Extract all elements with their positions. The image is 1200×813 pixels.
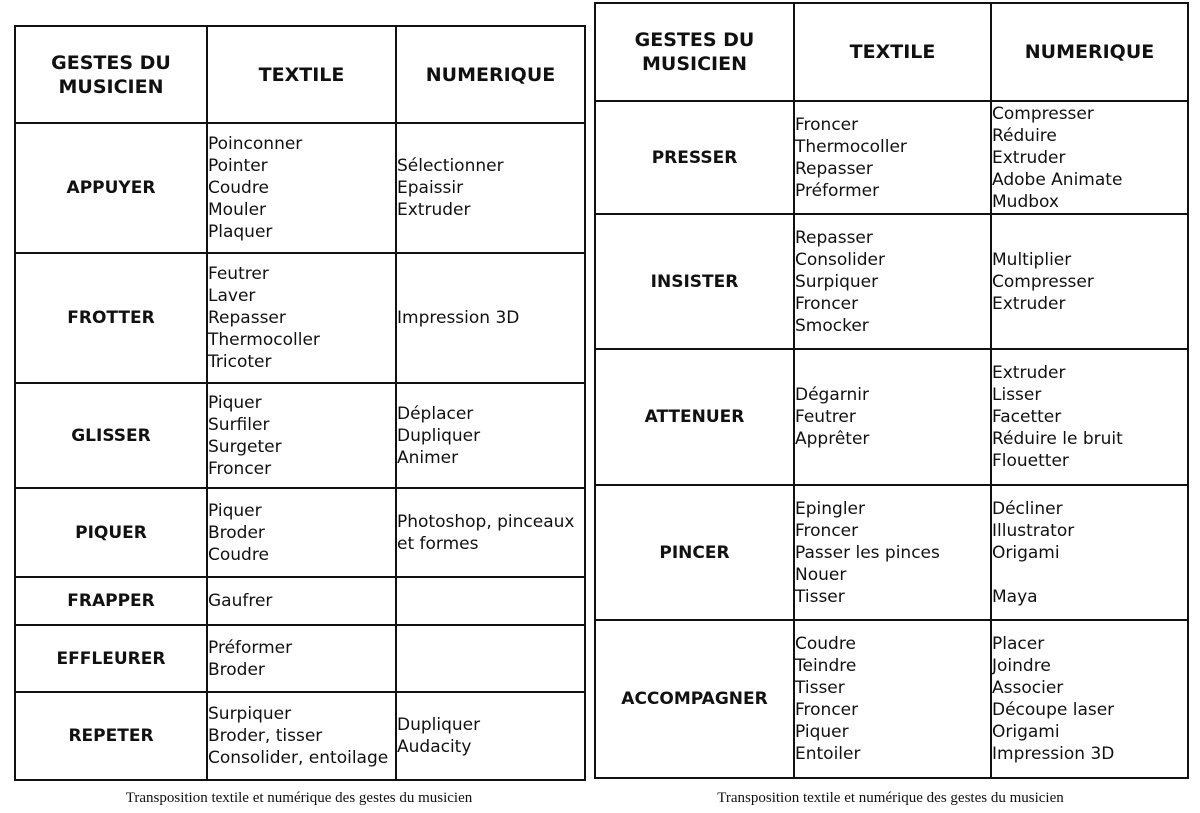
geste-cell: INSISTER [595,214,794,349]
numerique-item: Origami [992,542,1060,563]
textile-item: Coudre [208,178,269,198]
numerique-cell [991,214,1188,349]
numerique-item: Sélectionner [397,156,504,176]
textile-item: Froncer [795,700,859,720]
numerique-cell [396,488,585,577]
table-row [595,349,1188,485]
table-row [15,692,585,780]
numerique-item: Impression 3D [397,308,520,328]
numerique-item: Découpe laser [992,700,1115,720]
table-row [595,101,1188,214]
textile-item: Feutrer [795,407,856,427]
textile-cell [207,383,396,488]
geste-cell: GLISSER [15,383,207,488]
textile-item: Surfiler [208,414,270,435]
textile-item: Pointer [208,156,268,176]
textile-item: Feutrer [208,264,269,284]
header-numerique: NUMERIQUE [396,26,585,123]
textile-cell [207,577,396,625]
numerique-item: Flouetter [992,451,1069,471]
numerique-cell [396,692,585,780]
textile-cell [207,123,396,253]
numerique-cell [396,577,585,625]
textile-item: Epingler [795,498,865,519]
numerique-cell [396,253,585,383]
numerique-item: Facetter [992,407,1062,427]
textile-item: Broder, tisser [208,726,323,746]
numerique-item: Déplacer [397,403,474,424]
textile-item: Gaufrer [208,591,273,611]
textile-item: Teindre [795,656,857,676]
table-right [594,2,1189,779]
numerique-item: Illustrator [992,520,1075,541]
geste-cell: ACCOMPAGNER [595,620,794,778]
numerique-item: Décliner [992,498,1063,519]
textile-item: Froncer [208,458,272,479]
table-row [15,253,585,383]
textile-cell [794,620,991,778]
textile-item: Broder [208,659,265,680]
textile-item: Coudre [795,634,856,654]
textile-item: Nouer [795,564,847,585]
numerique-item: Compresser [992,103,1094,124]
textile-item: Apprêter [795,429,870,449]
numerique-cell [396,123,585,253]
header-textile: TEXTILE [794,3,991,101]
numerique-item: Adobe Animate [992,169,1123,190]
numerique-cell [991,620,1188,778]
textile-item: Préformer [208,637,293,658]
textile-cell [794,349,991,485]
table-row [15,383,585,488]
numerique-item: Photoshop, pinceaux [397,511,575,532]
header-numerique: NUMERIQUE [991,3,1188,101]
textile-item: Piquer [208,392,262,413]
numerique-item: Lisser [992,385,1042,405]
header-gestes-line1: GESTES DU [634,29,755,51]
header-gestes-line2: MUSICIEN [58,75,164,98]
numerique-item: Dupliquer [397,425,481,446]
numerique-item: Extruder [992,293,1066,314]
textile-item: Consolider, entoilage [208,748,389,768]
numerique-cell [991,485,1188,620]
textile-item: Froncer [795,114,859,135]
textile-item: Entoiler [795,744,861,764]
geste-cell: APPUYER [15,123,207,253]
textile-item: Mouler [208,200,267,220]
table-row [15,577,585,625]
numerique-item: Multiplier [992,249,1072,270]
textile-item: Piquer [795,722,849,742]
textile-item: Froncer [795,520,859,541]
numerique-item: Epaissir [397,178,464,198]
textile-cell [794,101,991,214]
numerique-item: Joindre [992,656,1051,676]
header-gestes [595,3,794,101]
header-gestes-line2: MUSICIEN [642,53,747,75]
table-row [15,625,585,692]
numerique-item: Origami [992,722,1060,742]
textile-item: Repasser [795,227,873,248]
caption-left: Transposition textile et numérique des gestes du musicien [125,790,473,806]
geste-cell: PIQUER [15,488,207,577]
blank-line [992,564,1187,586]
textile-item: Surpiquer [795,271,879,292]
textile-item: Broder [208,522,265,543]
geste-cell: PRESSER [595,101,794,214]
textile-item: Smocker [795,315,869,336]
textile-item: Thermocoller [208,330,320,350]
textile-item: Repasser [208,308,286,328]
textile-item: Thermocoller [795,136,907,157]
textile-cell [207,692,396,780]
textile-item: Laver [208,286,256,306]
table-row [15,123,585,253]
numerique-cell [991,349,1188,485]
textile-item: Poinconner [208,134,303,154]
geste-cell: ATTENUER [595,349,794,485]
textile-item: Plaquer [208,222,273,242]
numerique-item: Réduire le bruit [992,429,1123,449]
numerique-item: Réduire [992,125,1057,146]
numerique-item: Extruder [992,147,1066,168]
numerique-cell [396,383,585,488]
textile-item: Froncer [795,293,859,314]
textile-cell [207,488,396,577]
numerique-cell [396,625,585,692]
table-row [595,485,1188,620]
header-gestes [15,26,207,123]
textile-item: Repasser [795,158,873,179]
textile-item: Dégarnir [795,385,869,405]
numerique-item: Extruder [397,200,471,220]
numerique-item: Compresser [992,271,1094,292]
textile-item: Consolider [795,249,885,270]
table-row [15,488,585,577]
header-row [15,26,585,123]
textile-item: Surpiquer [208,704,292,724]
numerique-item: Maya [992,586,1038,607]
geste-cell: PINCER [595,485,794,620]
geste-cell: REPETER [15,692,207,780]
textile-item: Passer les pinces [795,542,940,563]
textile-item: Tricoter [208,352,272,372]
textile-item: Tisser [795,586,845,607]
table-left [14,25,586,781]
textile-cell [207,625,396,692]
numerique-item: Extruder [992,363,1066,383]
numerique-item: Animer [397,447,459,468]
textile-item: Tisser [795,678,845,698]
numerique-item: Mudbox [992,191,1059,212]
numerique-item: Placer [992,634,1045,654]
textile-item: Coudre [208,544,269,565]
header-gestes-line1: GESTES DU [51,51,171,74]
caption-right: Transposition textile et numérique des gestes du musicien [717,790,1064,806]
geste-cell: EFFLEURER [15,625,207,692]
geste-cell: FRAPPER [15,577,207,625]
header-row [595,3,1188,101]
numerique-item: et formes [397,533,479,554]
textile-item: Surgeter [208,436,282,457]
numerique-item: Impression 3D [992,744,1115,764]
numerique-cell [991,101,1188,214]
header-textile: TEXTILE [207,26,396,123]
numerique-item: Dupliquer [397,715,481,735]
geste-cell: FROTTER [15,253,207,383]
numerique-item: Audacity [397,737,472,757]
textile-item: Piquer [208,500,262,521]
textile-cell [207,253,396,383]
table-row [595,620,1188,778]
textile-item: Préformer [795,180,880,201]
textile-cell [794,485,991,620]
table-row [595,214,1188,349]
textile-cell [794,214,991,349]
numerique-item: Associer [992,678,1064,698]
